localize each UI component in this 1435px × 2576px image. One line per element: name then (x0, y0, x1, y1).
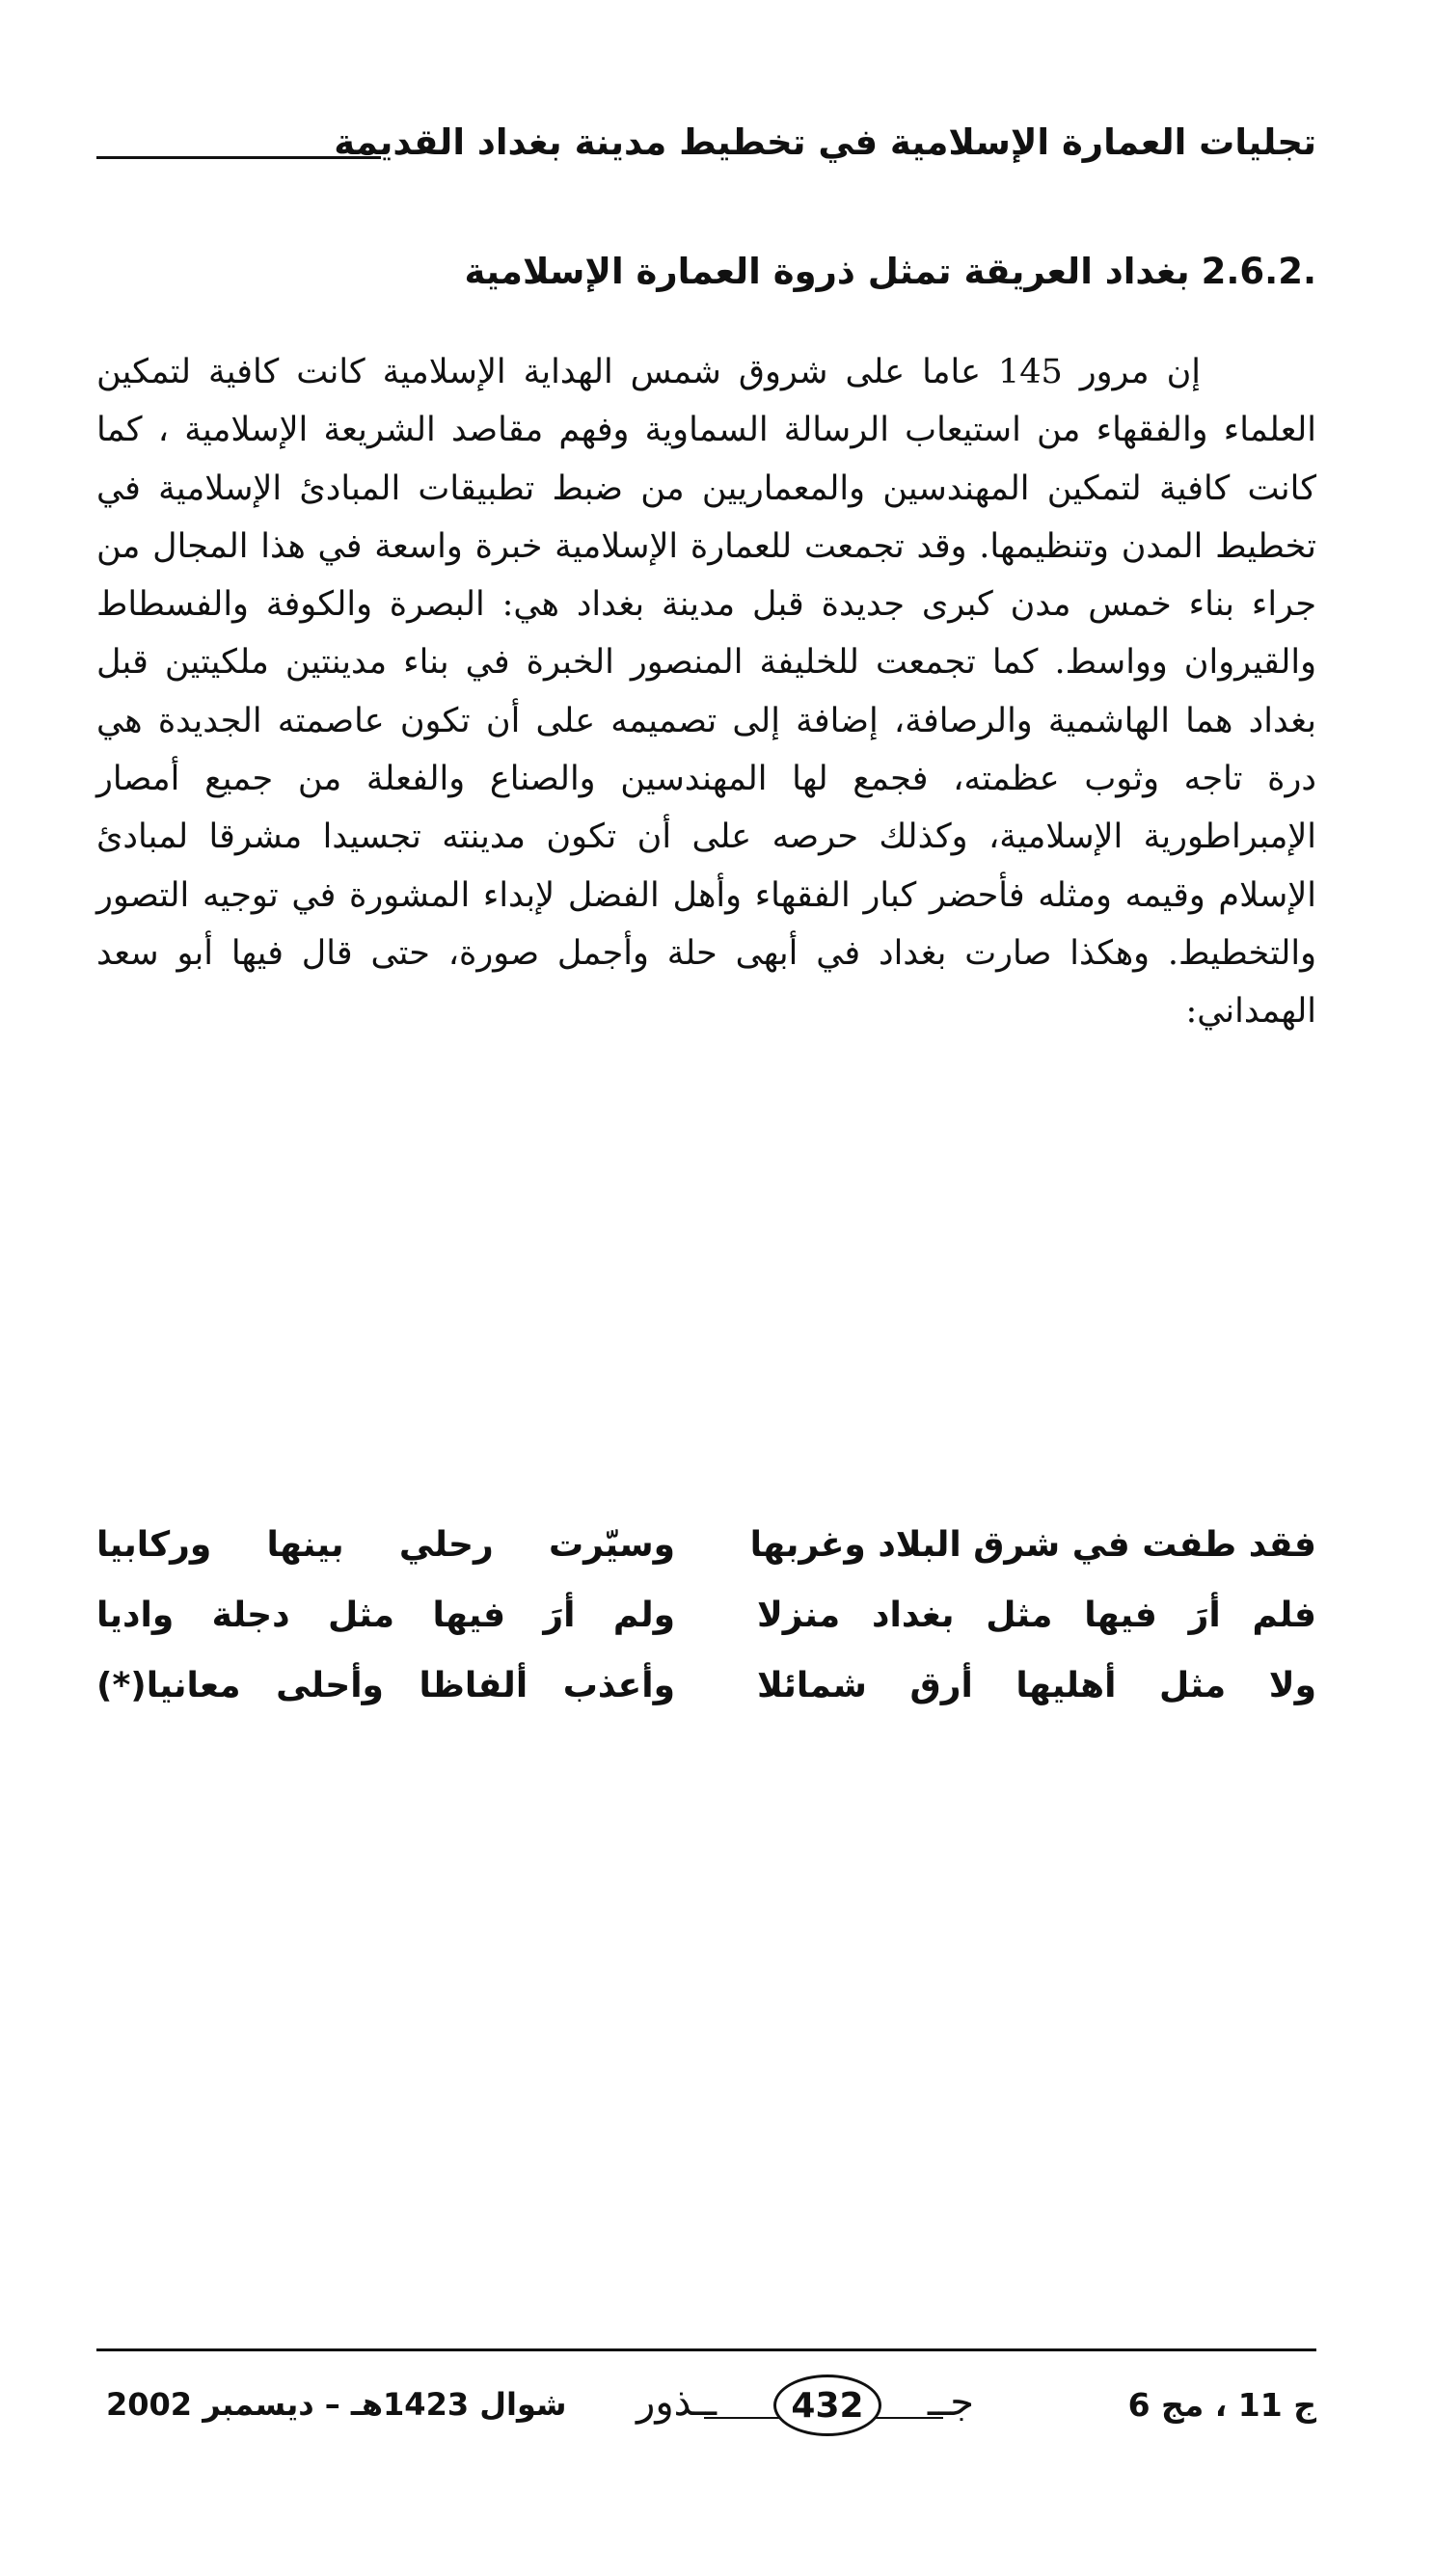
page-footer (96, 2367, 1316, 2454)
body-paragraph: إن مرور 145 عاما على شروق شمس الهداية الإسلامية كانت كافية لتمكين العلماء والفقهاء من استيعاب الرسالة السماوية وفهم مقاصد الشريعة الإسلامية ، كما كانت كافية لتمكين المهندسين والمعماريين من ضبط تطبيقات المبادئ الإسلامية في تخطيط المدن وتنظيمها. وقد تجمعت للعمارة الإسلامية خبرة واسعة في هذا المجال من جراء بناء خمس مدن كبرى جديدة قبل مدينة بغداد هي: البصرة والكوفة والفسطاط والقيروان وواسط. كما تجمعت للخليفة المنصور الخبرة في بناء مدينتين ملكيتين قبل بغداد هما الهاشمية والرصافة، إضافة إلى تصميمه على أن تكون عاصمته الجديدة هي درة تاجه وثوب عظمته، فجمع لها المهندسين والصناع والفعلة من جميع أمصار الإمبراطورية الإسلامية، وكذلك حرصه على أن تكون مدينته تجسيدا مشرقا لمبادئ الإسلام وقيمه ومثله فأحضر كبار الفقهاء وأهل الفضل لإبداء المشورة في توجيه التصور والتخطيط. وهكذا صارت بغداد في أبهى حلة وأجمل صورة، حتى قال فيها أبو سعد الهمداني: (96, 353, 1316, 1032)
poem-verse (96, 1510, 1316, 1580)
verse-second-hemistich: ولم أرَ فيها مثل دجلة واديا (96, 1595, 675, 1635)
header-rule (96, 156, 381, 159)
verse-first-hemistich: فقد طفت في شرق البلاد وغربها (749, 1524, 1316, 1565)
issue-volume: ج 11 ، مج 6 (1127, 2386, 1316, 2424)
section-number: 2.6.2. (1201, 251, 1316, 292)
verse-second-hemistich: وأعذب ألفاظا وأحلى معانيا(*) (96, 1665, 675, 1705)
logo-stroke-left (704, 2417, 781, 2419)
journal-logo (636, 2369, 993, 2446)
running-header-title: تجليات العمارة الإسلامية في تخطيط مدينة بغداد القديمة (334, 121, 1316, 163)
poem-verse (96, 1650, 1316, 1721)
running-header (96, 114, 1316, 181)
logo-stroke-right (876, 2417, 943, 2419)
verse-first-hemistich: ولا مثل أهليها أرق شمائلا (757, 1665, 1316, 1705)
verse-first-hemistich: فلم أرَ فيها مثل بغداد منزلا (757, 1595, 1316, 1635)
journal-name-left: ــذور (636, 2380, 718, 2425)
page-number-oval (773, 2375, 881, 2436)
journal-name-right: جــ (927, 2380, 974, 2425)
verse-second-hemistich: وسيّرت رحلي بينها وركابيا (96, 1524, 675, 1565)
section-title: بغداد العريقة تمثل ذروة العمارة الإسلامية (464, 251, 1190, 292)
footer-rule (96, 2348, 1316, 2351)
section-heading (465, 243, 1317, 301)
poem (96, 1510, 1316, 1721)
issue-date: شوال 1423هـ – ديسمبر 2002 (106, 2386, 567, 2423)
page-number: 432 (791, 2385, 864, 2426)
poem-verse (96, 1580, 1316, 1650)
journal-logo-block (636, 2369, 993, 2446)
